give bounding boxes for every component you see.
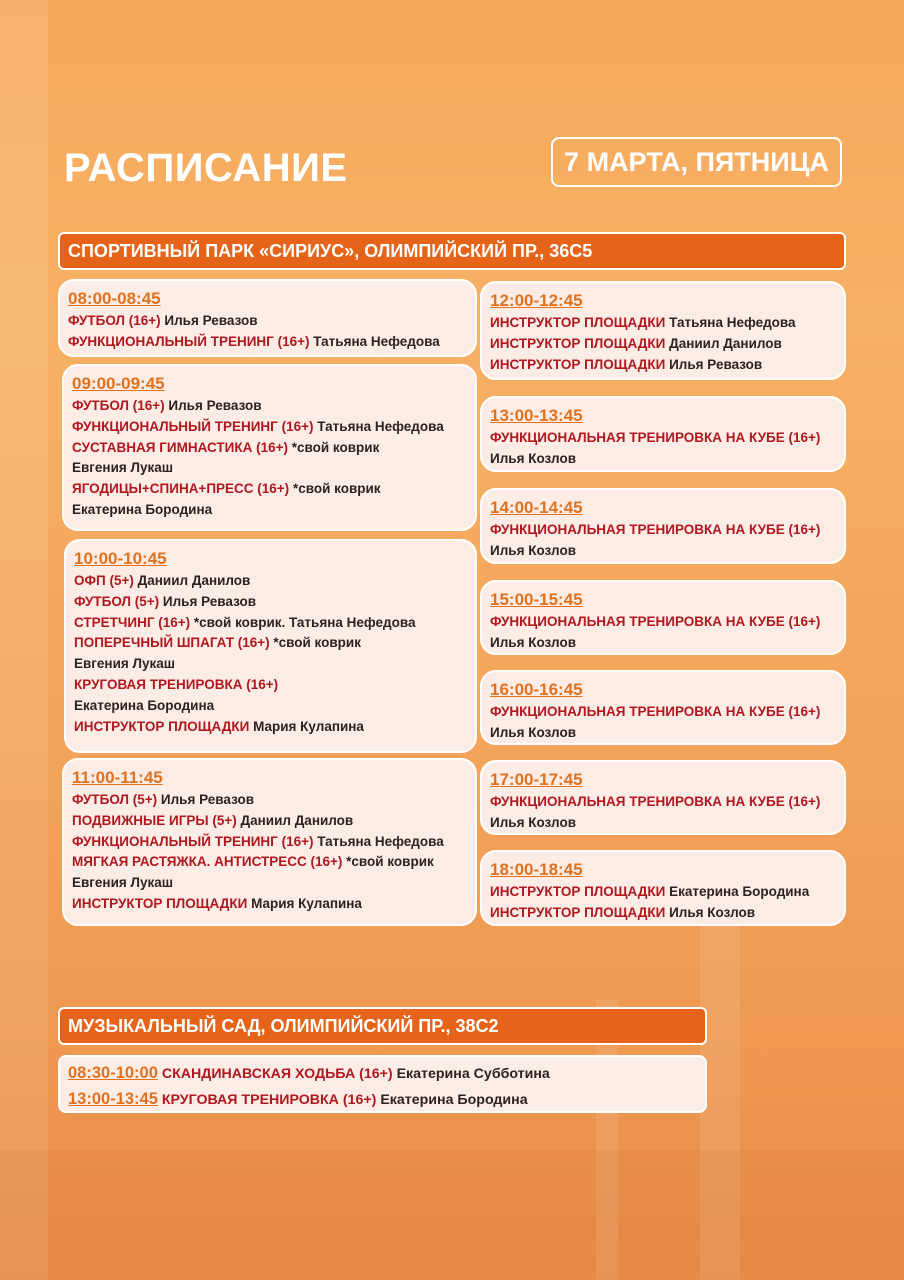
schedule-line: ЯГОДИЦЫ+СПИНА+ПРЕСС (16+) *свой коврик <box>72 481 381 497</box>
schedule-line: Илья Козлов <box>490 814 576 830</box>
time-slot: 13:00-13:45 <box>490 406 583 425</box>
schedule-line: ИНСТРУКТОР ПЛОЩАДКИ Екатерина Бородина <box>490 884 810 899</box>
schedule-line: Илья Козлов <box>490 634 576 650</box>
schedule-line: ПОДВИЖНЫЕ ИГРЫ (5+) Даниил Данилов <box>72 812 354 828</box>
schedule-line: ФУТБОЛ (16+) Илья Ревазов <box>68 313 258 328</box>
time-slot: 16:00-16:45 <box>490 680 583 699</box>
schedule-line: СУСТАВНАЯ ГИМНАСТИКА (16+) *свой коврик <box>72 439 380 455</box>
schedule-line: ИНСТРУКТОР ПЛОЩАДКИ Илья Ревазов <box>490 356 763 372</box>
schedule-line: ФУНКЦИОНАЛЬНЫЙ ТРЕНИНГ (16+) Татьяна Нефедова <box>72 418 444 434</box>
schedule-line: Евгения Лукаш <box>72 875 174 891</box>
venue-header: СПОРТИВНЫЙ ПАРК «СИРИУС», ОЛИМПИЙСКИЙ ПР., 36С5 <box>58 232 846 270</box>
schedule-line: 13:00-13:45 КРУГОВАЯ ТРЕНИРОВКА (16+) Екатерина Бородина <box>68 1090 528 1108</box>
schedule-line: ФУТБОЛ (16+) Илья Ревазов <box>72 398 262 413</box>
schedule-card <box>480 281 846 380</box>
time-slot: 08:00-08:45 <box>68 289 161 308</box>
schedule-line: ОФП (5+) Даниил Данилов <box>74 573 251 588</box>
schedule-line: 08:30-10:00 СКАНДИНАВСКАЯ ХОДЬБА (16+) Екатерина Субботина <box>68 1064 550 1082</box>
schedule-line: Екатерина Бородина <box>72 501 213 517</box>
schedule-card <box>64 539 477 753</box>
schedule-line: Евгения Лукаш <box>74 656 176 672</box>
schedule-line: Евгения Лукаш <box>72 460 174 476</box>
time-slot: 18:00-18:45 <box>490 860 583 879</box>
time-slot: 10:00-10:45 <box>74 549 167 568</box>
time-slot: 14:00-14:45 <box>490 498 583 517</box>
time-slot: 17:00-17:45 <box>490 770 583 789</box>
schedule-line: ИНСТРУКТОР ПЛОЩАДКИ Мария Кулапина <box>72 895 362 911</box>
schedule-line: ФУНКЦИОНАЛЬНАЯ ТРЕНИРОВКА НА КУБЕ (16+) <box>490 704 821 719</box>
schedule-line: ФУНКЦИОНАЛЬНЫЙ ТРЕНИНГ (16+) Татьяна Нефедова <box>72 833 444 849</box>
venue-header: МУЗЫКАЛЬНЫЙ САД, ОЛИМПИЙСКИЙ ПР., 38С2 <box>58 1007 707 1045</box>
schedule-card <box>480 850 846 926</box>
schedule-line: ФУНКЦИОНАЛЬНЫЙ ТРЕНИНГ (16+) Татьяна Нефедова <box>68 333 440 349</box>
schedule-line: МЯГКАЯ РАСТЯЖКА. АНТИСТРЕСС (16+) *свой коврик <box>72 854 434 870</box>
schedule-card <box>480 580 846 655</box>
schedule-line: ИНСТРУКТОР ПЛОЩАДКИ Татьяна Нефедова <box>490 315 796 330</box>
background-structure <box>0 1150 904 1280</box>
time-slot: 15:00-15:45 <box>490 590 583 609</box>
time-slot: 12:00-12:45 <box>490 291 583 310</box>
schedule-line: КРУГОВАЯ ТРЕНИРОВКА (16+) <box>74 676 279 692</box>
schedule-card <box>62 364 477 531</box>
schedule-line: ФУТБОЛ (5+) Илья Ревазов <box>74 593 256 609</box>
time-slot: 11:00-11:45 <box>72 768 163 787</box>
schedule-line: ФУНКЦИОНАЛЬНАЯ ТРЕНИРОВКА НА КУБЕ (16+) <box>490 614 821 629</box>
schedule-card <box>480 760 846 835</box>
schedule-line: ФУНКЦИОНАЛЬНАЯ ТРЕНИРОВКА НА КУБЕ (16+) <box>490 794 821 809</box>
time-slot: 08:30-10:00 <box>68 1064 158 1082</box>
page-title: РАСПИСАНИЕ <box>64 146 348 190</box>
schedule-line: Илья Козлов <box>490 450 576 466</box>
schedule-line: ФУТБОЛ (5+) Илья Ревазов <box>72 792 254 807</box>
schedule-line: ИНСТРУКТОР ПЛОЩАДКИ Даниил Данилов <box>490 335 782 351</box>
schedule-line: ФУНКЦИОНАЛЬНАЯ ТРЕНИРОВКА НА КУБЕ (16+) <box>490 522 821 537</box>
schedule-card <box>480 670 846 745</box>
schedule-line: Илья Козлов <box>490 542 576 558</box>
schedule-card <box>480 488 846 564</box>
schedule-line: СТРЕТЧИНГ (16+) *свой коврик. Татьяна Нефедова <box>74 614 416 630</box>
time-slot: 09:00-09:45 <box>72 374 165 393</box>
schedule-line: Екатерина Бородина <box>74 697 215 713</box>
schedule-line: ИНСТРУКТОР ПЛОЩАДКИ Мария Кулапина <box>74 718 364 734</box>
schedule-card <box>58 279 477 357</box>
schedule-line: ПОПЕРЕЧНЫЙ ШПАГАТ (16+) *свой коврик <box>74 635 361 651</box>
date-badge: 7 МАРТА, ПЯТНИЦА <box>551 137 842 187</box>
schedule-card <box>62 758 477 926</box>
schedule-card <box>480 396 846 472</box>
background-structure <box>0 0 48 1280</box>
schedule-line: ИНСТРУКТОР ПЛОЩАДКИ Илья Козлов <box>490 904 756 920</box>
schedule-card <box>58 1055 707 1113</box>
time-slot: 13:00-13:45 <box>68 1090 158 1108</box>
schedule-line: ФУНКЦИОНАЛЬНАЯ ТРЕНИРОВКА НА КУБЕ (16+) <box>490 430 821 445</box>
schedule-line: Илья Козлов <box>490 724 576 740</box>
